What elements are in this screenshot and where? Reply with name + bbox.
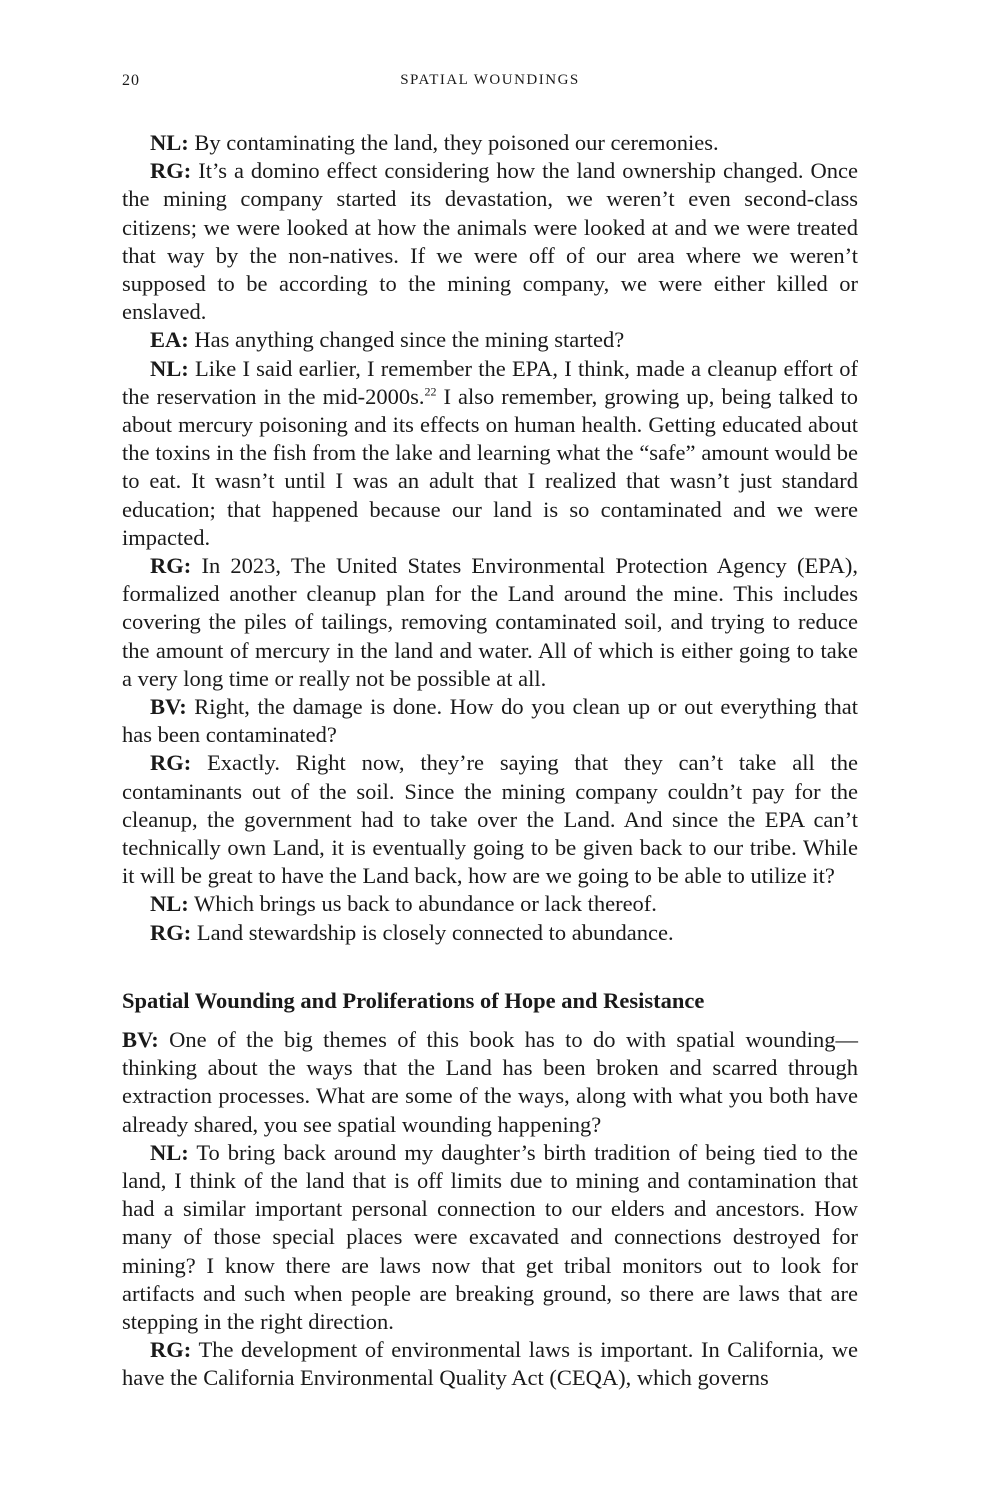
paragraph (122, 919, 858, 947)
paragraph-text: Like I said earlier, I remember the EPA, I think, made a cleanup effort of the reservation in the mid-2000s. (122, 355, 858, 409)
running-head (122, 72, 858, 96)
footnote-marker[interactable]: 22 (424, 384, 437, 399)
paragraph (122, 355, 858, 552)
paragraph (122, 1336, 858, 1392)
running-title: SPATIAL WOUNDINGS (400, 72, 580, 88)
paragraph (122, 693, 858, 749)
paragraph (122, 326, 858, 354)
speaker-label: BV: (150, 694, 187, 720)
body-text (122, 129, 858, 1393)
paragraph (122, 749, 858, 890)
speaker-label: NL: (150, 355, 189, 381)
speaker-label: RG: (150, 750, 192, 776)
paragraph (122, 890, 858, 918)
speaker-label: EA: (150, 327, 189, 353)
speaker-label: BV: (122, 1026, 159, 1052)
paragraph-text: By contaminating the land, they poisoned our ceremonies. (188, 130, 719, 155)
paragraph (122, 552, 858, 693)
speaker-label: NL: (150, 1139, 189, 1165)
speaker-label: RG: (150, 158, 192, 184)
paragraph-text: To bring back around my daughter’s birth tradition of being tied to the land, I think of the land that is off limits due to mining and contamination that had a similar important personal connection to our elders and ancestors. How many of those special places were excavated and connections destroyed for mining? I know there are laws now that get tribal monitors out to look for artifacts and such when people are breaking ground, so there are laws that are stepping in the right direction. (122, 1139, 858, 1334)
paragraph-text: I also remember, growing up, being talked to about mercury poisoning and its effects on human health. Getting educated about the toxins in the fish from the lake and learning what the “safe” amount would be to eat. It wasn’t until I was an adult that I realized that wasn’t just standard education; that happened because our land is so contaminated and we were impacted. (122, 383, 858, 550)
paragraph-text: Right, the damage is done. How do you clean up or out everything that has been contaminated? (122, 694, 858, 748)
paragraph-text: The development of environmental laws is important. In California, we have the California Environmental Quality Act (CEQA), which governs (122, 1337, 858, 1391)
speaker-label: NL: (150, 891, 189, 917)
paragraph-text: Land stewardship is closely connected to abundance. (191, 919, 674, 945)
paragraph-text: Which brings us back to abundance or lack thereof. (188, 891, 657, 917)
paragraph (122, 157, 858, 326)
paragraph-text: Exactly. Right now, they’re saying that they can’t take all the contaminants out of the soil. Since the mining company couldn’t pay for the cleanup, the government had to take over the Land. And since the EPA can’t technically own Land, it is eventually going to be given back to our tribe. While it will be great to have the Land back, how are we going to be able to utilize it? (122, 750, 858, 889)
paragraph-text: One of the big themes of this book has to do with spatial wounding—thinking about the ways that the Land has been broken and scarred through extraction processes. What are some of the ways, along with what you both have already shared, you see spatial wounding happening? (122, 1026, 858, 1137)
paragraph-text: Has anything changed since the mining started? (188, 327, 625, 353)
paragraph (122, 129, 858, 157)
section-heading: Spatial Wounding and Proliferations of Hope and Resistance (122, 987, 705, 1013)
page-number: 20 (122, 72, 140, 89)
speaker-label: RG: (150, 1337, 192, 1363)
paragraph-text: It’s a domino effect considering how the land ownership changed. Once the mining company started its devastation, we weren’t even second-class citizens; we were looked at how the animals were looked at and we were treated that way by the non-natives. If we were off of our area where we weren’t supposed to be according to the mining company, we were either killed or enslaved. (122, 158, 858, 325)
speaker-label: RG: (150, 919, 192, 945)
speaker-label: NL: (150, 130, 189, 155)
paragraph (122, 1139, 858, 1336)
paragraph-text: In 2023, The United States Environmental Protection Agency (EPA), formalized another cleanup plan for the Land around the mine. This includes covering the piles of tailings, removing contaminated soil, and trying to reduce the amount of mercury in the land and water. All of which is either going to take a very long time or really not be possible at all. (122, 553, 858, 691)
speaker-label: RG: (150, 553, 192, 579)
paragraph (122, 1026, 858, 1139)
